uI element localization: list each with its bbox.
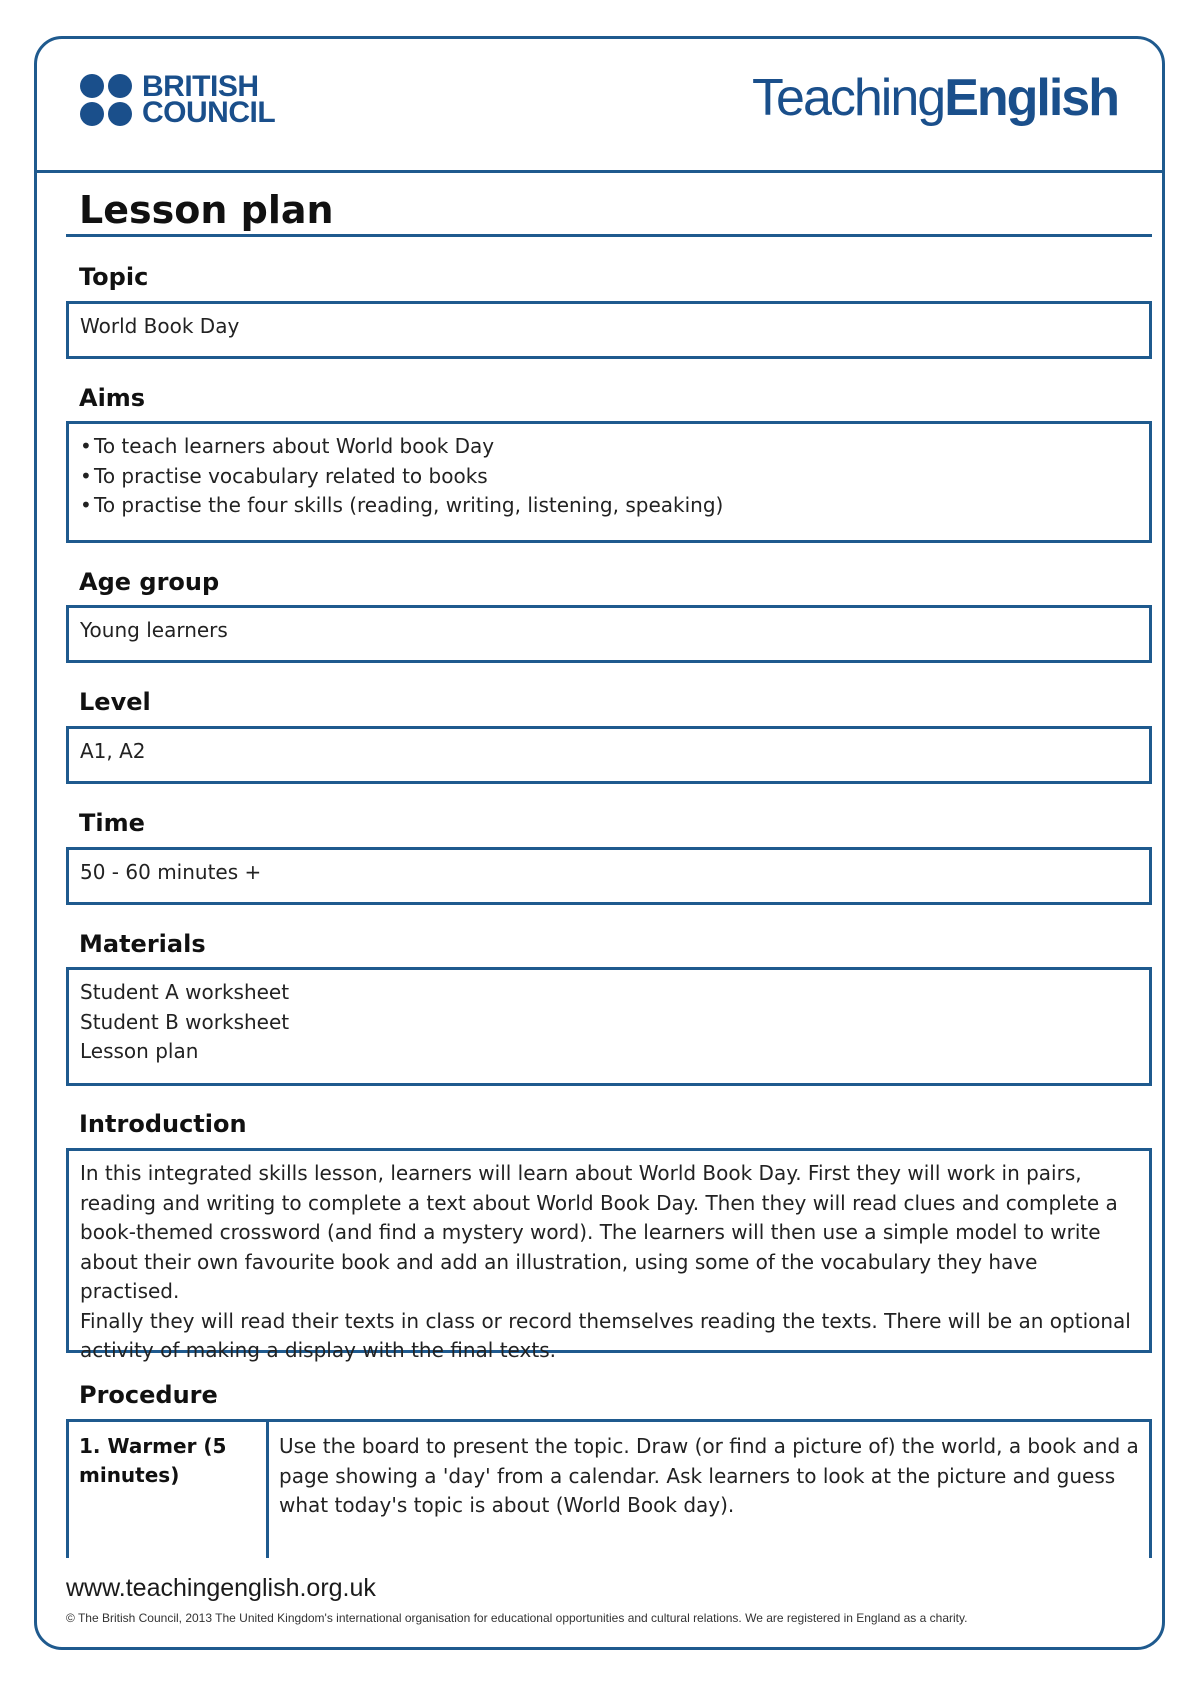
page-title: Lesson plan (79, 188, 334, 232)
aims-item: • To practise vocabulary related to books (80, 462, 1139, 492)
header-divider (34, 170, 1165, 173)
procedure-step-title: 1. Warmer (5 (79, 1434, 227, 1458)
materials-item: Student A worksheet (80, 980, 290, 1004)
aims-box (66, 421, 1152, 543)
materials-item: Lesson plan (80, 1039, 199, 1063)
procedure-desc-cell (269, 1422, 1149, 1558)
teaching-english-logo (752, 68, 1118, 128)
topic-box (66, 301, 1152, 359)
time-value: 50 - 60 minutes + (80, 860, 262, 884)
age-group-box (66, 605, 1152, 663)
age-group-value: Young learners (80, 618, 228, 642)
introduction-line: In this integrated skills lesson, learners will learn about World Book Day. First they will work in pairs, (80, 1161, 1082, 1185)
introduction-line: reading and writing to complete a text about World Book Day. Then they will read clues and complete a (80, 1190, 1118, 1215)
introduction-line: activity of making a display with the final texts. (80, 1338, 556, 1362)
footer-url-link[interactable]: www.teachingenglish.org.uk (66, 1574, 376, 1602)
aims-label: Aims (79, 384, 146, 412)
procedure-desc-line: Use the board to present the topic. Draw (or find a picture of) the world, a book and a (279, 1434, 1139, 1458)
materials-box (66, 967, 1152, 1086)
procedure-desc-line: what today's topic is about (World Book day). (279, 1493, 735, 1517)
british-council-logo (80, 70, 276, 129)
level-label: Level (79, 688, 151, 716)
introduction-line: Finally they will read their texts in class or record themselves reading the texts. There will be an optional (80, 1308, 1131, 1333)
procedure-label: Procedure (79, 1381, 218, 1409)
footer-copyright: © The British Council, 2013 The United Kingdom's international organisation for educational opportunities and cultural relations. We are registered in England as a charity. (66, 1611, 968, 1625)
materials-label: Materials (79, 930, 206, 958)
introduction-line: book-themed crossword (and find a mystery word). The learners will then use a simple model to write (80, 1220, 1101, 1244)
topic-value: World Book Day (80, 314, 240, 338)
time-label: Time (79, 809, 145, 837)
te-logo-light: Teaching (752, 69, 945, 127)
british-council-dots-icon (80, 74, 132, 126)
bc-logo-line1: BRITISH (142, 70, 259, 103)
procedure-step-cell (69, 1422, 269, 1558)
bc-logo-line2: COUNCIL (142, 96, 276, 129)
procedure-table (66, 1419, 1152, 1558)
materials-item: Student B worksheet (80, 1009, 290, 1034)
age-group-label: Age group (79, 568, 220, 596)
introduction-box (66, 1148, 1152, 1362)
introduction-label: Introduction (79, 1110, 247, 1138)
procedure-desc-line: page showing a 'day' from a calendar. Ask learners to look at the picture and guess (279, 1463, 1116, 1488)
topic-label: Topic (79, 263, 149, 291)
aims-list (80, 432, 1139, 521)
level-box (66, 726, 1152, 784)
title-rule (66, 234, 1152, 237)
introduction-line: about their own favourite book and add an illustration, using some of the vocabulary they have practised. (80, 1249, 1038, 1303)
procedure-step-title: minutes) (79, 1463, 180, 1487)
time-box (66, 847, 1152, 905)
aims-item: • To teach learners about World book Day (80, 432, 1139, 462)
aims-item: • To practise the four skills (reading, writing, listening, speaking) (80, 491, 1139, 521)
te-logo-bold: English (944, 69, 1118, 127)
level-value: A1, A2 (80, 739, 146, 763)
